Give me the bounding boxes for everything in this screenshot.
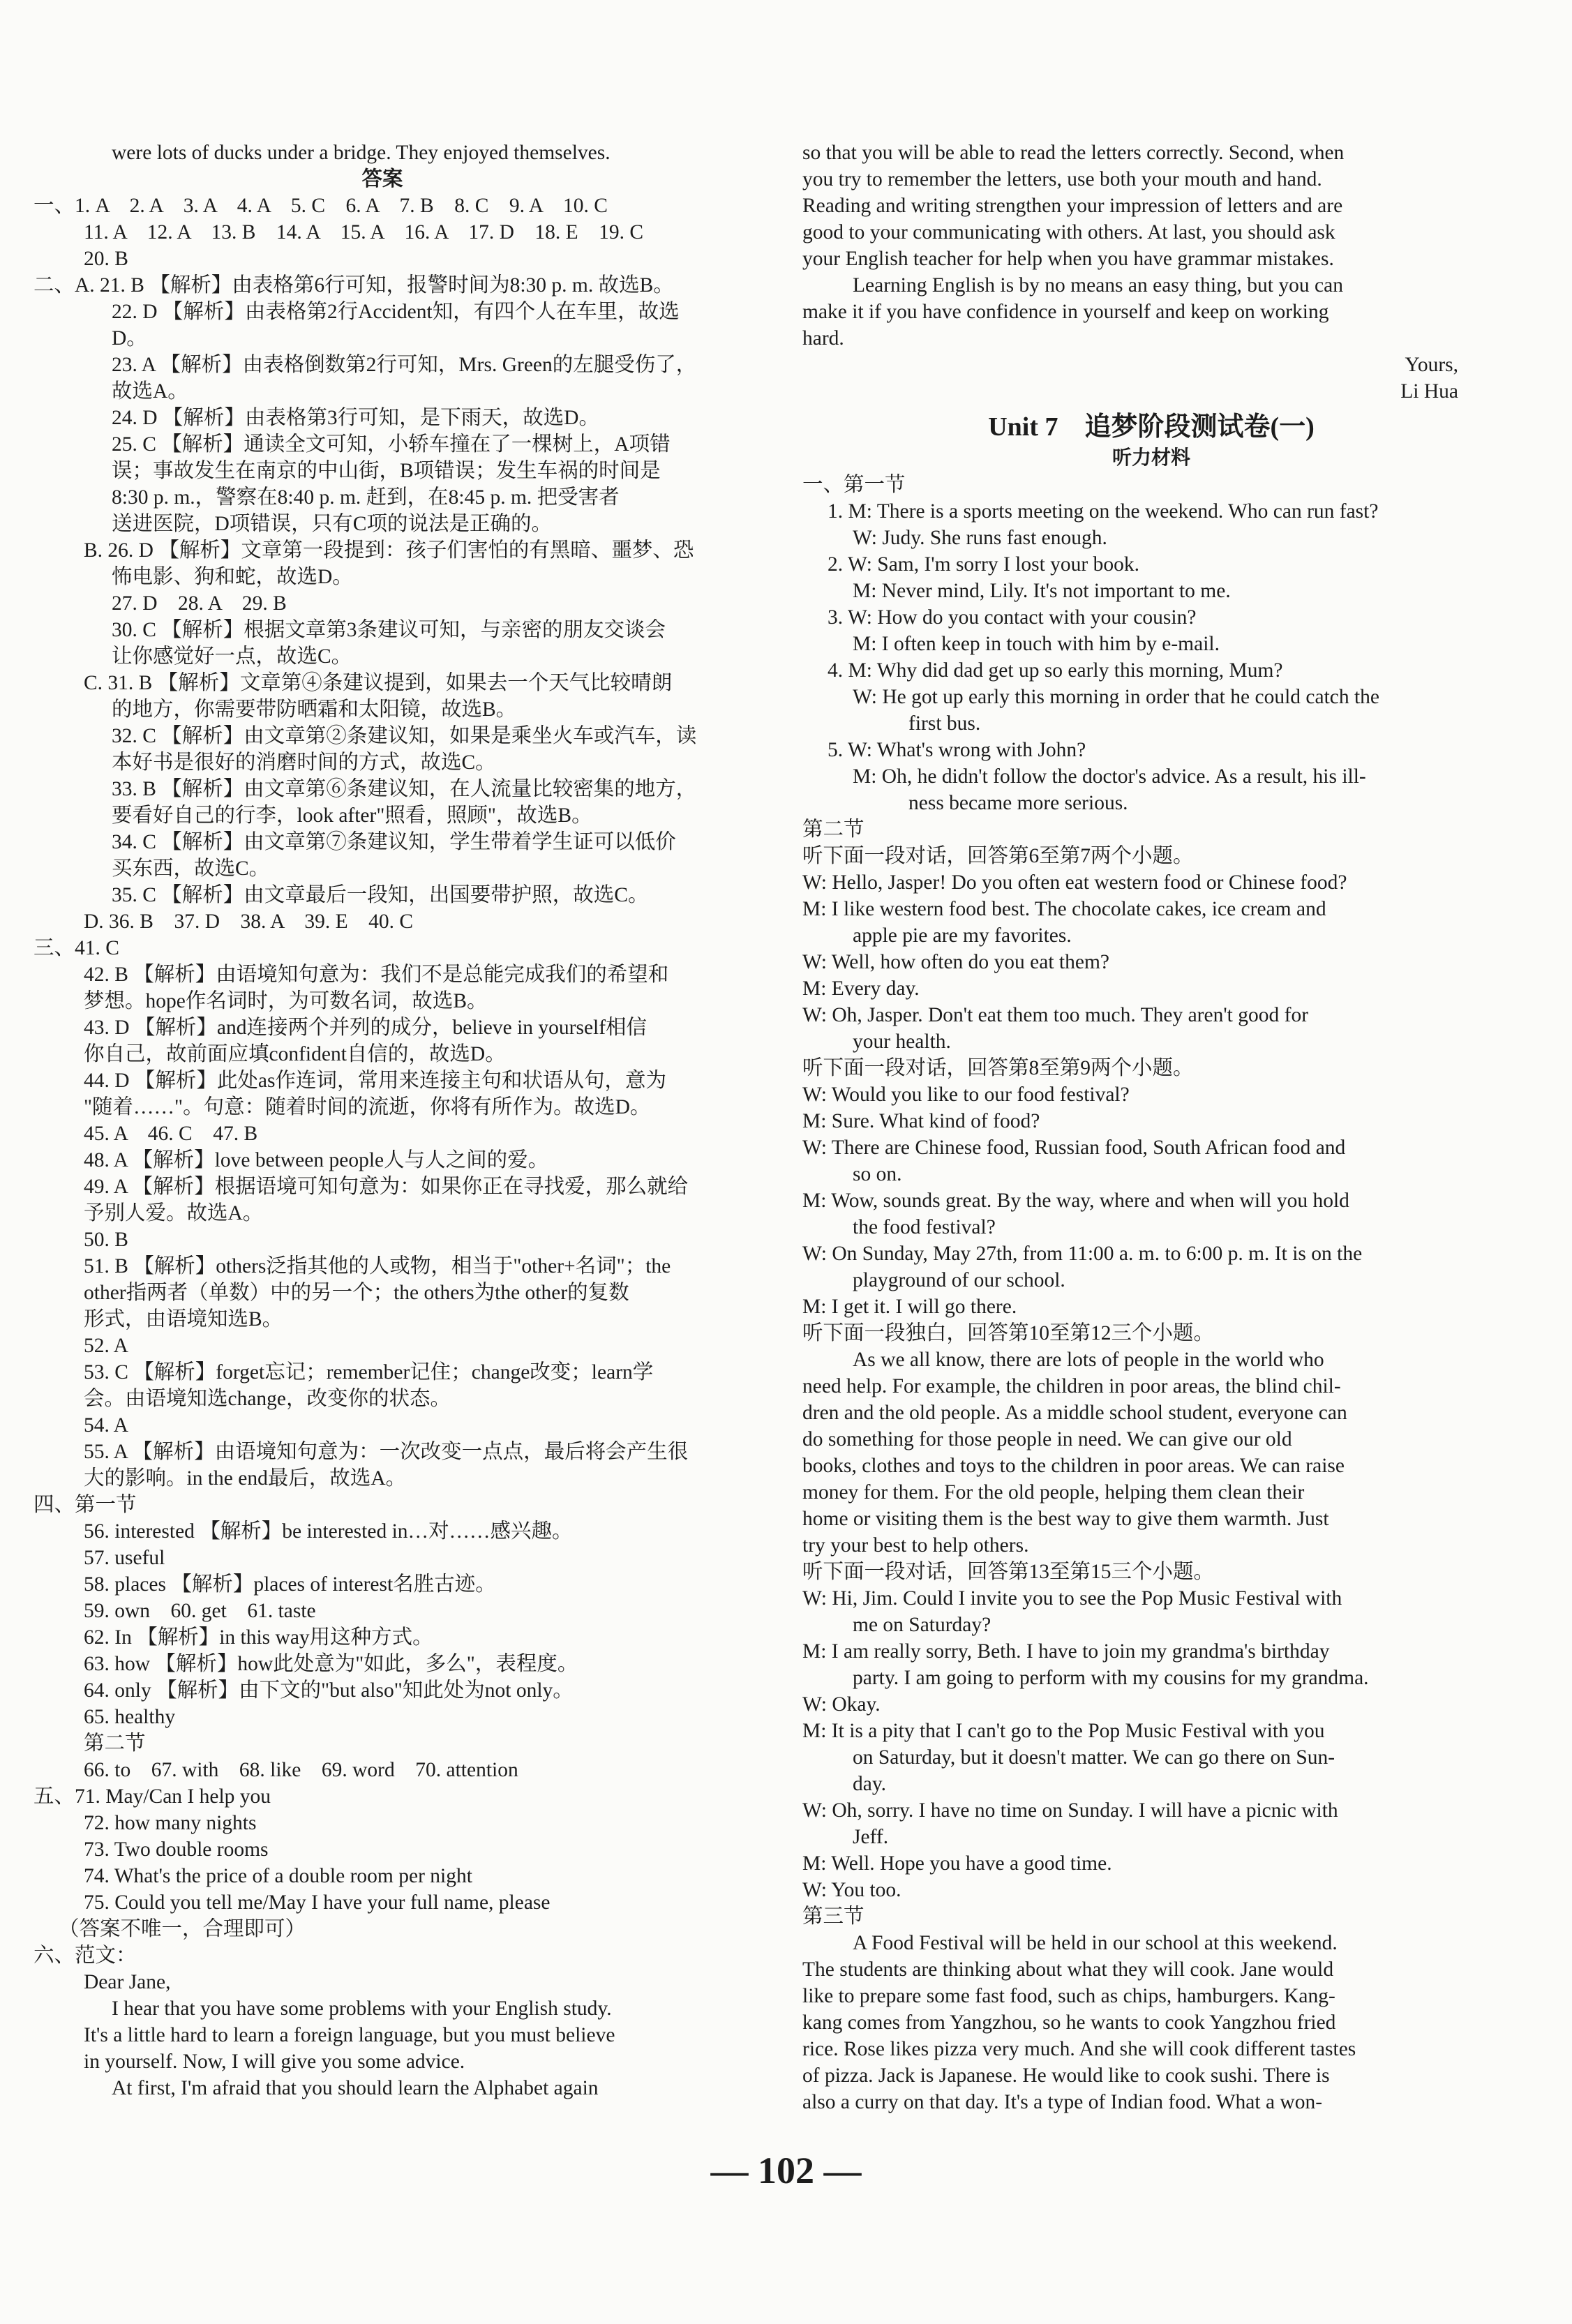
text-line: 怖电影、狗和蛇，故选D。 xyxy=(112,566,353,588)
text-line: your English teacher for help when you have grammar mistakes. xyxy=(802,248,1334,270)
text-line: 要看好自己的行李，look after"照看，照顾"，故选B。 xyxy=(112,804,592,827)
text-line: also a curry on that day. It's a type of Indian food. What a won- xyxy=(802,2091,1323,2113)
listening-transcript xyxy=(802,472,1500,2115)
text-line: 六、范文： xyxy=(33,1944,137,1967)
text-line: 54. A xyxy=(84,1414,128,1437)
text-line: dren and the old people. As a middle school student, everyone can xyxy=(802,1402,1347,1424)
text-line: W: There are Chinese food, Russian food, South African food and xyxy=(802,1137,1346,1159)
text-line: W: Well, how often do you eat them? xyxy=(802,951,1110,973)
text-line: 8:30 p. m.，警察在8:40 p. m. 赶到，在8:45 p. m. 把受害者 xyxy=(112,486,620,509)
text-line: 第二节 xyxy=(802,818,864,841)
text-line: B. 26. D 【解析】文章第一段提到：孩子们害怕的有黑暗、噩梦、恐 xyxy=(84,539,694,562)
text-line: of pizza. Jack is Japanese. He would like to cook sushi. There is xyxy=(802,2064,1330,2087)
text-line: 一、第一节 xyxy=(802,474,906,496)
text-line: W: Oh, sorry. I have no time on Sunday. I will have a picnic with xyxy=(802,1799,1338,1822)
text-line: Yours, xyxy=(1405,354,1458,376)
text-line: kang comes from Yangzhou, so he wants to cook Yangzhou fried xyxy=(802,2011,1336,2034)
text-line: 33. B 【解析】由文章第⑥条建议知，在人流量比较密集的地方， xyxy=(112,778,697,800)
text-line: party. I am going to perform with my cousins for my grandma. xyxy=(853,1667,1369,1689)
text-line: 42. B 【解析】由语境知句意为：我们不是总能完成我们的希望和 xyxy=(84,964,669,986)
text-line: 听下面一段对话，回答第6至第7两个小题。 xyxy=(802,845,1194,867)
text-line: 32. C 【解析】由文章第②条建议知，如果是乘坐火车或汽车，读 xyxy=(112,725,697,747)
text-line: 74. What's the price of a double room per night xyxy=(84,1865,472,1887)
text-line: 的地方，你需要带防晒霜和太阳镜，故选B。 xyxy=(112,698,517,721)
text-line: day. xyxy=(853,1773,887,1795)
text-line: 形式，由语境知选B。 xyxy=(84,1308,283,1330)
text-line: your health. xyxy=(853,1030,951,1053)
page-number: — 102 — xyxy=(710,2150,862,2191)
text-line: were lots of ducks under a bridge. They enjoyed themselves. xyxy=(112,142,611,164)
text-line: 本好书是很好的消磨时间的方式，故选C。 xyxy=(112,751,496,774)
left-column xyxy=(33,140,731,2101)
text-line: 听下面一段对话，回答第13至第15三个小题。 xyxy=(802,1561,1215,1583)
text-line: 73. Two double rooms xyxy=(84,1838,269,1861)
text-line: 1. M: There is a sports meeting on the weekend. Who can run fast? xyxy=(828,500,1379,523)
text-line: M: Wow, sounds great. By the way, where and when will you hold xyxy=(802,1190,1349,1212)
text-line: 听下面一段对话，回答第8至第9两个小题。 xyxy=(802,1057,1194,1079)
text-line: 2. W: Sam, I'm sorry I lost your book. xyxy=(828,553,1139,576)
text-line: playground of our school. xyxy=(853,1269,1065,1291)
text-line: so on. xyxy=(853,1163,902,1185)
text-line: you try to remember the letters, use both your mouth and hand. xyxy=(802,168,1322,190)
text-line: 你自己，故前面应填confident自信的，故选D。 xyxy=(84,1043,506,1065)
text-line: 5. W: What's wrong with John? xyxy=(828,739,1086,761)
text-line: W: Hello, Jasper! Do you often eat western food or Chinese food? xyxy=(802,871,1347,894)
text-line: 57. useful xyxy=(84,1547,165,1569)
text-line: 49. A 【解析】根据语境可知句意为：如果你正在寻找爱，那么就给 xyxy=(84,1176,689,1198)
text-line: Learning English is by no means an easy thing, but you can xyxy=(853,274,1343,297)
text-line: ness became more serious. xyxy=(908,792,1128,814)
text-line: 23. A 【解析】由表格倒数第2行可知，Mrs. Green的左腿受伤了， xyxy=(112,354,697,376)
text-line: 45. A 46. C 47. B xyxy=(84,1123,258,1145)
text-line: 第三节 xyxy=(802,1905,864,1928)
text-line: like to prepare some fast food, such as chips, hamburgers. Kang- xyxy=(802,1985,1335,2007)
text-line: rice. Rose likes pizza very much. And she will cook different tastes xyxy=(802,2038,1356,2060)
text-line: W: You too. xyxy=(802,1879,901,1901)
text-line: 买东西，故选C。 xyxy=(112,857,270,880)
text-line: good to your communicating with others. At last, you should ask xyxy=(802,221,1335,243)
text-line: Dear Jane, xyxy=(84,1971,171,1993)
text-line: need help. For example, the children in poor areas, the blind chil- xyxy=(802,1375,1341,1397)
text-line: W: On Sunday, May 27th, from 11:00 a. m. to 6:00 p. m. It is on the xyxy=(802,1243,1363,1265)
text-line: A Food Festival will be held in our school at this weekend. xyxy=(853,1932,1338,1954)
text-line: Li Hua xyxy=(1400,380,1458,403)
text-line: me on Saturday? xyxy=(853,1614,991,1636)
text-line: 梦想。hope作名词时，为可数名词，故选B。 xyxy=(84,990,488,1012)
text-line: W: Would you like to our food festival? xyxy=(802,1084,1130,1106)
right-column xyxy=(802,140,1500,2115)
text-line: M: I like western food best. The chocolate cakes, ice cream and xyxy=(802,898,1326,920)
text-line: do something for those people in need. We can give our old xyxy=(802,1428,1292,1450)
text-line: 64. only 【解析】由下文的"but also"知此处为not only。 xyxy=(84,1679,574,1702)
text-line: 34. C 【解析】由文章第⑦条建议知，学生带着学生证可以低价 xyxy=(112,831,676,853)
text-line: 送进医院，D项错误，只有C项的说法是正确的。 xyxy=(112,513,552,535)
text-line: make it if you have confidence in yourself and keep on working xyxy=(802,301,1329,323)
text-line: W: Oh, Jasper. Don't eat them too much. They aren't good for xyxy=(802,1004,1309,1026)
text-line: M: Never mind, Lily. It's not important to me. xyxy=(853,580,1231,602)
text-line: 56. interested 【解析】be interested in…对……感兴趣。 xyxy=(84,1520,573,1543)
text-line: 63. how 【解析】how此处意为"如此，多么"，表程度。 xyxy=(84,1653,578,1675)
text-line: money for them. For the old people, helping them clean their xyxy=(802,1481,1305,1504)
text-line: It's a little hard to learn a foreign language, but you must believe xyxy=(84,2024,615,2046)
text-line: hard. xyxy=(802,327,844,350)
text-line: M: Every day. xyxy=(802,977,920,1000)
text-line: M: It is a pity that I can't go to the Pop Music Festival with you xyxy=(802,1720,1325,1742)
text-line: 50. B xyxy=(84,1229,128,1251)
text-line: D。 xyxy=(112,327,147,350)
text-line: 24. D 【解析】由表格第3行可知，是下雨天，故选D。 xyxy=(112,407,599,429)
text-line: apple pie are my favorites. xyxy=(853,924,1072,947)
text-line: 55. A 【解析】由语境知句意为：一次改变一点点，最后将会产生很 xyxy=(84,1441,689,1463)
text-line: M: I often keep in touch with him by e-mail. xyxy=(853,633,1220,655)
text-line: 53. C 【解析】forget忘记；remember记住；change改变；learn学 xyxy=(84,1361,654,1384)
text-line: 51. B 【解析】others泛指其他的人或物，相当于"other+名词"；the xyxy=(84,1255,671,1277)
text-line: the food festival? xyxy=(853,1216,996,1238)
text-line: 三、41. C xyxy=(33,937,119,959)
text-line: 22. D 【解析】由表格第2行Accident知，有四个人在车里，故选 xyxy=(112,301,680,323)
text-line: 25. C 【解析】通读全文可知，小轿车撞在了一棵树上，A项错 xyxy=(112,433,671,456)
text-line: Reading and writing strengthen your impression of letters and are xyxy=(802,195,1343,217)
text-line: 误；事故发生在南京的中山街，B项错误；发生车祸的时间是 xyxy=(112,460,661,482)
text-line: 二、A. 21. B 【解析】由表格第6行可知，报警时间为8:30 p. m. 故选B。 xyxy=(33,274,674,297)
text-line: 第二节 xyxy=(84,1732,146,1755)
text-line: on Saturday, but it doesn't matter. We can go there on Sun- xyxy=(853,1746,1335,1769)
text-line: 62. In 【解析】in this way用这种方式。 xyxy=(84,1626,433,1649)
text-line: other指两者（单数）中的另一个；the others为the other的复数 xyxy=(84,1282,629,1304)
text-line: 30. C 【解析】根据文章第3条建议可知，与亲密的朋友交谈会 xyxy=(112,619,666,641)
text-line: W: He got up early this morning in order that he could catch the xyxy=(853,686,1380,708)
text-line: 72. how many nights xyxy=(84,1812,257,1834)
text-line: 43. D 【解析】and连接两个并列的成分，believe in yourself相信 xyxy=(84,1017,647,1039)
text-line: so that you will be able to read the letters correctly. Second, when xyxy=(802,142,1345,164)
text-line: 75. Could you tell me/May I have your full name, please xyxy=(84,1891,551,1914)
text-line: 20. B xyxy=(84,248,128,270)
text-line: 故选A。 xyxy=(112,380,188,403)
text-line: "随着……"。句意：随着时间的流逝，你将有所作为。故选D。 xyxy=(84,1096,651,1118)
text-line: C. 31. B 【解析】文章第④条建议提到，如果去一个天气比较晴朗 xyxy=(84,672,673,694)
text-line: M: Well. Hope you have a good time. xyxy=(802,1852,1112,1875)
text-line: 59. own 60. get 61. taste xyxy=(84,1600,316,1622)
text-line: 58. places 【解析】places of interest名胜古迹。 xyxy=(84,1573,496,1596)
text-line: The students are thinking about what they will cook. Jane would xyxy=(802,1958,1334,1981)
unit-subtitle: 听力材料 xyxy=(1111,447,1190,469)
text-line: 44. D 【解析】此处as作连词，常用来连接主句和状语从句，意为 xyxy=(84,1070,667,1092)
text-line: 11. A 12. A 13. B 14. A 15. A 16. A 17. D 18. E 19. C xyxy=(84,221,644,243)
text-line: 65. healthy xyxy=(84,1706,176,1728)
text-line: 35. C 【解析】由文章最后一段知，出国要带护照，故选C。 xyxy=(112,884,649,906)
text-line: 27. D 28. A 29. B xyxy=(112,592,287,615)
text-line: （答案不唯一，合理即可） xyxy=(59,1918,306,1940)
text-line: 让你感觉好一点，故选C。 xyxy=(112,645,352,668)
text-line: try your best to help others. xyxy=(802,1534,1029,1557)
text-line: 答案 xyxy=(361,168,403,190)
text-line: M: Sure. What kind of food? xyxy=(802,1110,1040,1132)
text-line: 66. to 67. with 68. like 69. word 70. attention xyxy=(84,1759,518,1781)
text-line: W: Hi, Jim. Could I invite you to see the Pop Music Festival with xyxy=(802,1587,1342,1610)
text-line: As we all know, there are lots of people in the world who xyxy=(853,1349,1324,1371)
text-line: books, clothes and toys to the children in poor areas. We can raise xyxy=(802,1455,1345,1477)
text-line: 五、71. May/Can I help you xyxy=(33,1785,271,1808)
text-line: I hear that you have some problems with your English study. xyxy=(112,1997,612,2020)
text-line: Jeff. xyxy=(853,1826,889,1848)
text-line: 大的影响。in the end最后，故选A。 xyxy=(84,1467,407,1490)
text-line: first bus. xyxy=(908,712,981,735)
text-line: 听下面一段独白，回答第10至第12三个小题。 xyxy=(802,1322,1215,1344)
text-line: W: Judy. She runs fast enough. xyxy=(853,527,1107,549)
text-line: M: I am really sorry, Beth. I have to join my grandma's birthday xyxy=(802,1640,1330,1663)
text-line: 48. A 【解析】love between people人与人之间的爱。 xyxy=(84,1149,549,1171)
text-line: 会。由语境知选change，改变你的状态。 xyxy=(84,1388,451,1410)
text-line: 四、第一节 xyxy=(33,1494,137,1516)
text-line: 一、1. A 2. A 3. A 4. A 5. C 6. A 7. B 8. C 9. A 10. C xyxy=(33,195,608,217)
text-line: M: Oh, he didn't follow the doctor's advice. As a result, his ill- xyxy=(853,765,1366,788)
text-line: 52. A xyxy=(84,1335,128,1357)
text-line: D. 36. B 37. D 38. A 39. E 40. C xyxy=(84,910,414,933)
essay-continuation xyxy=(802,140,1500,405)
text-line: in yourself. Now, I will give you some advice. xyxy=(84,2051,465,2073)
text-line: 予别人爱。故选A。 xyxy=(84,1202,264,1224)
text-line: 3. W: How do you contact with your cousin? xyxy=(828,606,1197,629)
text-line: At first, I'm afraid that you should learn the Alphabet again xyxy=(112,2077,599,2099)
text-line: W: Okay. xyxy=(802,1693,881,1716)
text-line: home or visiting them is the best way to give them warmth. Just xyxy=(802,1508,1329,1530)
text-line: M: I get it. I will go there. xyxy=(802,1296,1017,1318)
text-line: 4. M: Why did dad get up so early this morning, Mum? xyxy=(828,659,1283,682)
unit-title: Unit 7 追梦阶段测试卷(一) xyxy=(988,412,1315,442)
